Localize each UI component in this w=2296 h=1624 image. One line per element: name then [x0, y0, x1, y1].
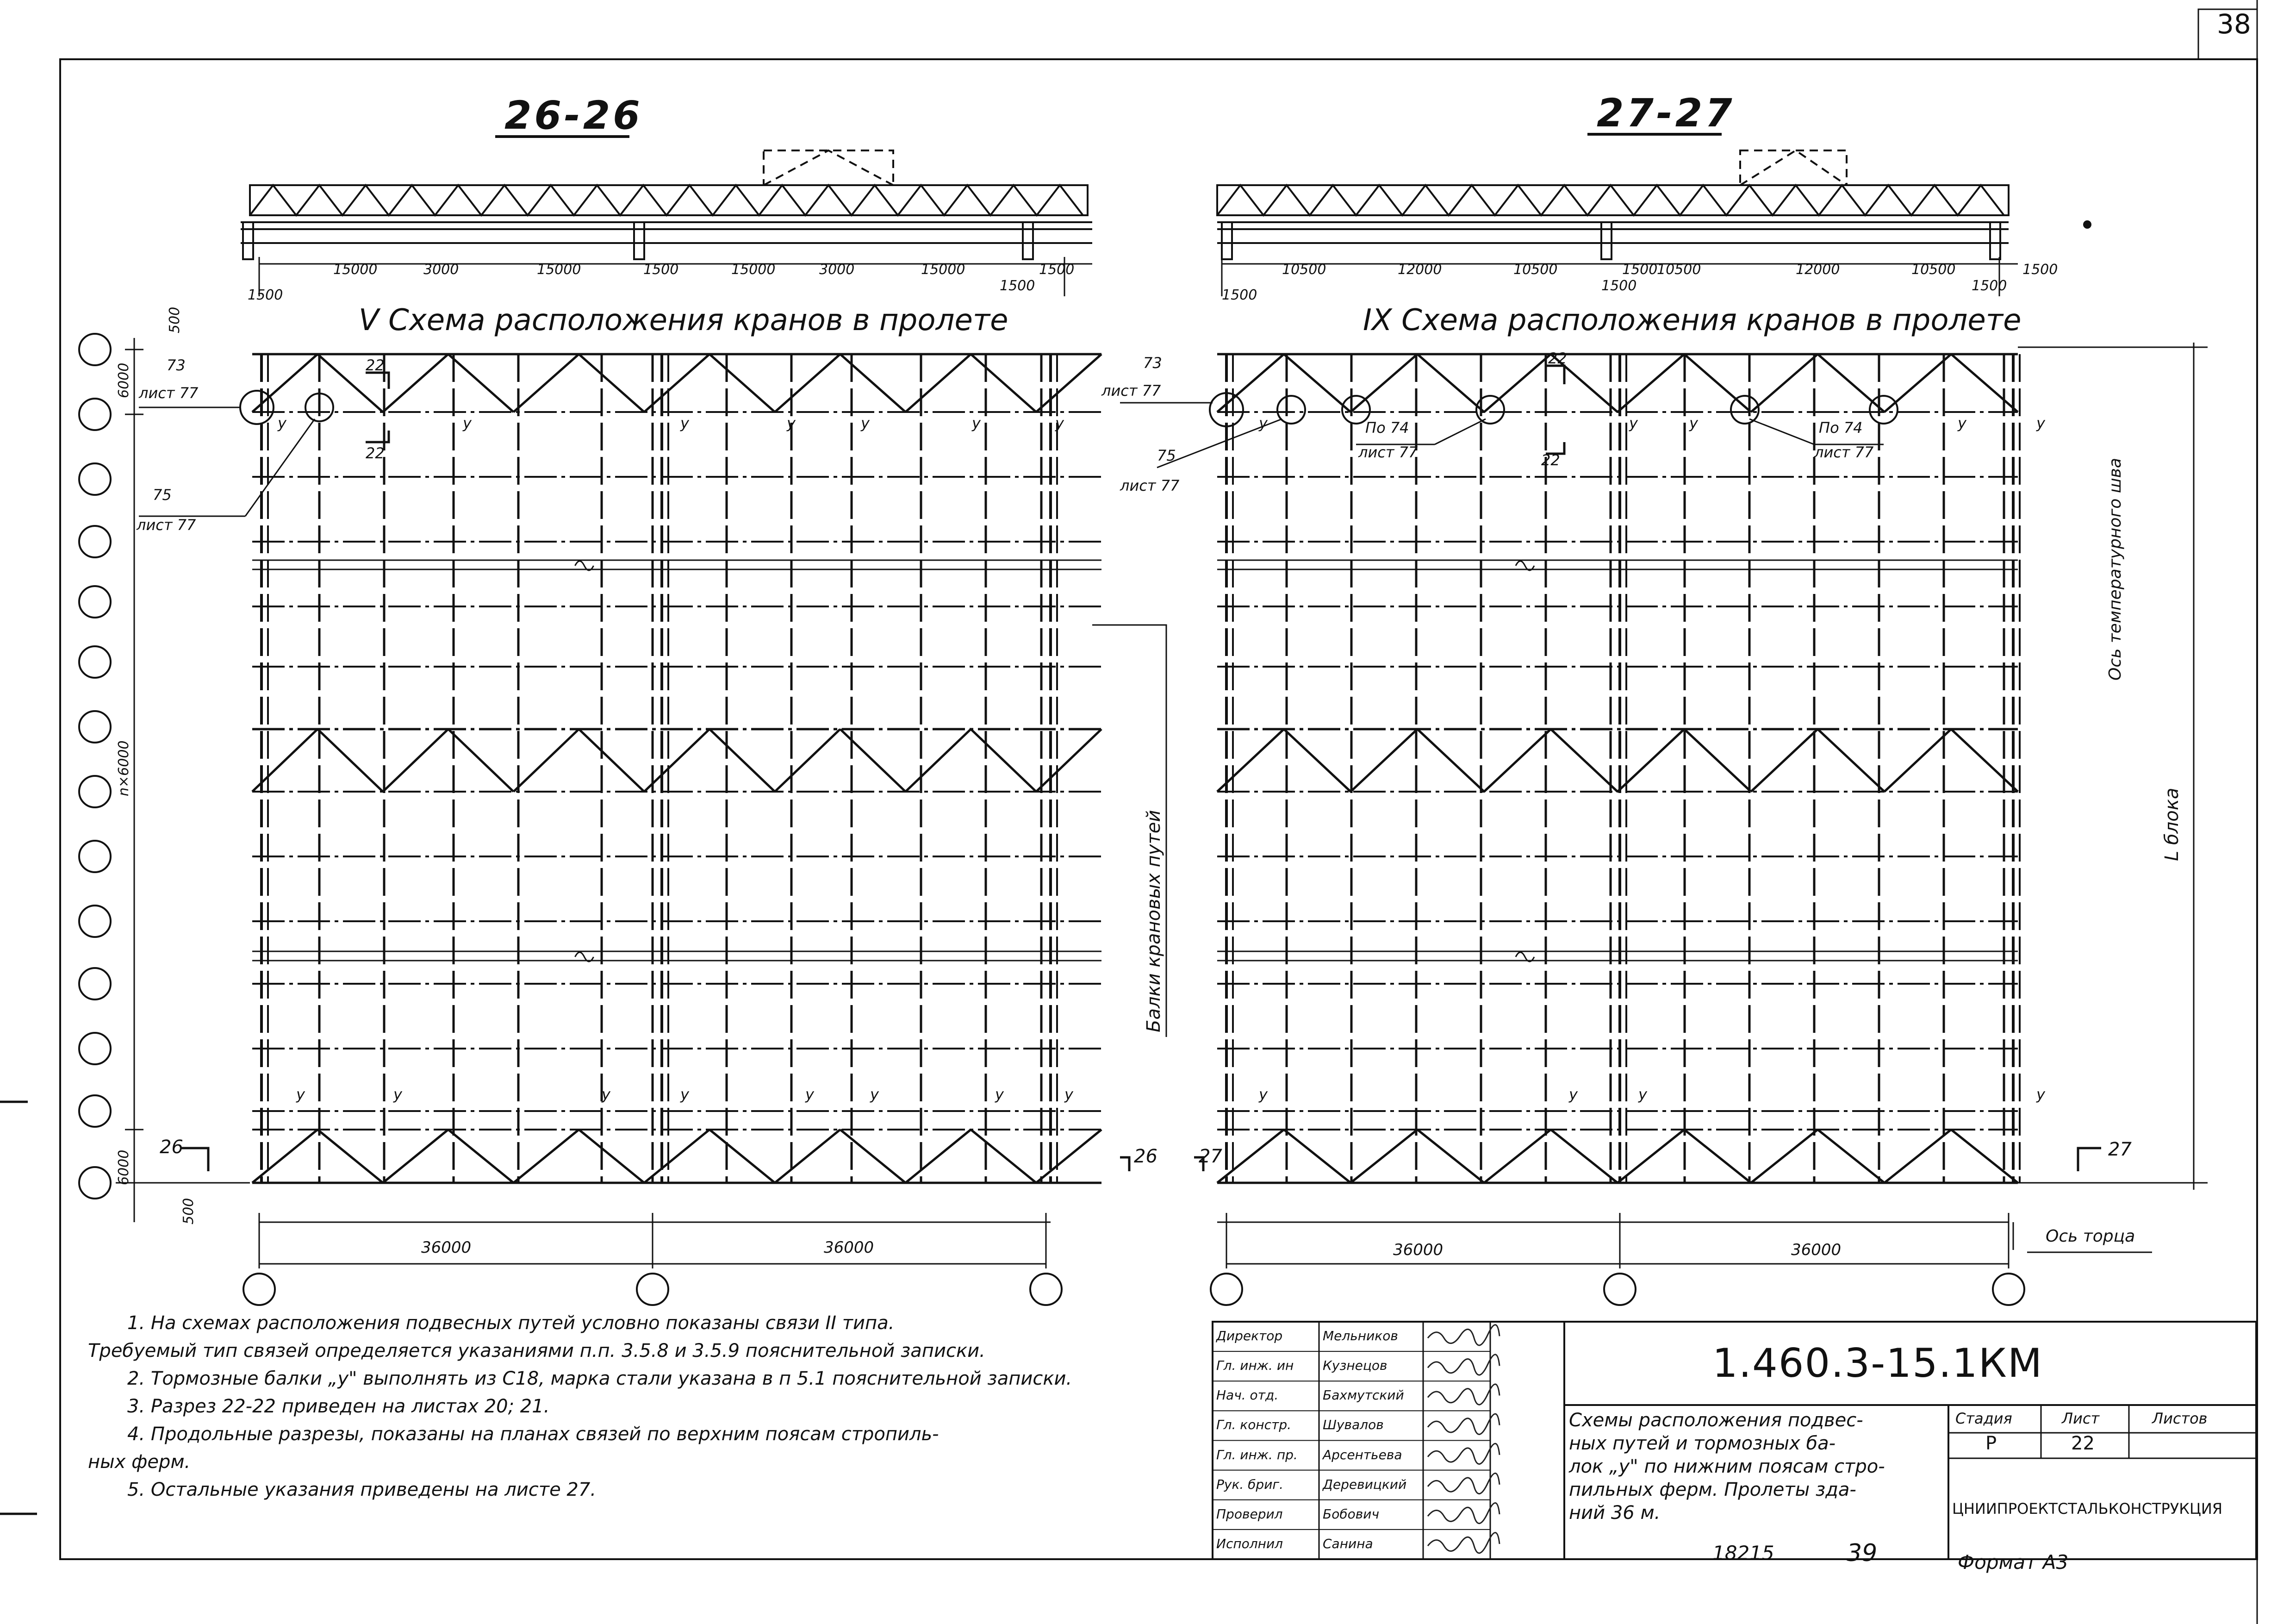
dim-500-bottom: 500 — [180, 1198, 197, 1224]
person-role: Проверил — [1216, 1506, 1283, 1522]
ref-75: 75 — [153, 486, 172, 504]
brake-beam-mark: у — [805, 1086, 814, 1103]
axis-bubble — [79, 1095, 111, 1127]
axis-bubble — [1211, 1274, 1242, 1305]
dim-label: 10500 — [1911, 262, 1956, 278]
brake-beam-mark: у — [1629, 414, 1638, 432]
cut-27-right: 27 — [2108, 1139, 2132, 1160]
axis-bubble — [79, 1033, 111, 1064]
axis-bubble — [79, 776, 111, 807]
signature-scribble — [1428, 1355, 1500, 1375]
description-line-3: лок „у" по нижним поясам стро- — [1569, 1456, 1885, 1477]
ref-74-b-sheet: лист 77 — [1814, 443, 1874, 461]
crane-plan-right — [1217, 354, 2020, 1183]
ref-74-a-sheet: лист 77 — [1358, 443, 1418, 461]
note-3: 3. Разрез 22-22 приведен на листах 20; 21. — [127, 1396, 550, 1417]
dim-label: 15000 — [537, 262, 581, 278]
brake-beam-mark: у — [787, 414, 796, 432]
dim-label: 1500 — [1039, 262, 1075, 278]
stage-value: Р — [1985, 1433, 1997, 1454]
dim-500-top: 500 — [167, 306, 183, 333]
crane-plan-left — [252, 354, 1101, 1183]
cut-22-bottom: 22 — [366, 444, 385, 462]
dim-label: 1500 — [643, 262, 679, 278]
brake-beam-mark: у — [1259, 1086, 1268, 1103]
axis-bubble — [1604, 1274, 1636, 1305]
person-name: Шувалов — [1323, 1417, 1384, 1433]
note-5: 5. Остальные указания приведены на листе 27. — [127, 1479, 597, 1500]
inventory-number: 18215 — [1712, 1542, 1774, 1564]
person-role: Нач. отд. — [1216, 1387, 1279, 1403]
person-name: Деревицкий — [1323, 1476, 1407, 1492]
axis-bubble — [79, 711, 111, 743]
signature-scribble — [1428, 1503, 1500, 1523]
format-label: Формат А3 — [1958, 1551, 2069, 1574]
brake-beam-mark: у — [1638, 1086, 1647, 1103]
stage-header: Стадия — [1955, 1410, 2012, 1427]
brake-beam-mark: у — [2036, 414, 2045, 432]
signature-scribble — [1428, 1533, 1500, 1553]
dim-label: 1500 — [1000, 278, 1035, 294]
cut-26-right: 26 — [1134, 1146, 1157, 1167]
description-line-2: ных путей и тормозных ба- — [1569, 1433, 1836, 1454]
span-dim-right-2: 36000 — [1791, 1241, 1842, 1259]
dim-label: 10500 — [1657, 262, 1701, 278]
person-role: Исполнил — [1216, 1536, 1283, 1551]
copy-number: 39 — [1847, 1539, 1878, 1567]
ref-73-right-sheet: лист 77 — [1101, 382, 1161, 400]
axis-bubble — [79, 399, 111, 430]
dim-n6000: n×6000 — [116, 740, 132, 796]
sheets-header: Листов — [2152, 1410, 2208, 1427]
brake-beam-mark: у — [1958, 414, 1966, 432]
axis-bubble — [79, 526, 111, 557]
dim-label: 10500 — [1513, 262, 1558, 278]
person-name: Бахмутский — [1323, 1387, 1404, 1403]
person-name: Бобович — [1323, 1506, 1379, 1522]
signature-scribble — [1428, 1325, 1500, 1345]
crane-beam-label: Балки крановых путей — [1143, 810, 1164, 1032]
brake-beam-mark: у — [602, 1086, 610, 1103]
axis-bubble — [79, 841, 111, 872]
brake-beam-mark: у — [463, 414, 472, 432]
ref-74-a: По 74 — [1365, 419, 1409, 437]
brake-beam-mark: у — [1055, 414, 1064, 432]
scheme-title-right: IX Схема расположения кранов в пролете — [1363, 303, 2022, 337]
span-dim-left-1: 36000 — [421, 1238, 472, 1257]
bracing-diagonals — [252, 729, 1101, 792]
description-line-4: пильных ферм. Пролеты зда- — [1569, 1479, 1856, 1500]
dim-6000-top: 6000 — [116, 362, 132, 398]
axis-bubble — [79, 646, 111, 678]
person-name: Мельников — [1323, 1328, 1398, 1343]
brake-beam-mark: у — [278, 414, 286, 432]
person-role: Гл. инж. ин — [1216, 1358, 1294, 1374]
brake-beam-mark: у — [680, 1086, 689, 1103]
ref-73: 73 — [167, 356, 186, 374]
person-role: Гл. инж. пр. — [1216, 1447, 1298, 1462]
brake-beam-mark: у — [1689, 414, 1698, 432]
dim-label: 12000 — [1398, 262, 1442, 278]
axis-bubble — [637, 1274, 668, 1305]
span-dim-left-2: 36000 — [824, 1238, 874, 1257]
ink-dot — [2083, 220, 2091, 229]
ref-75-right-sheet: лист 77 — [1120, 477, 1180, 494]
axis-bubble — [79, 334, 111, 365]
dim-label: 12000 — [1796, 262, 1840, 278]
note-4: 4. Продольные разрезы, показаны на планах связей по верхним поясам стропиль- — [127, 1424, 939, 1445]
dim-label: 1500 — [1222, 287, 1257, 303]
dim-label: 3000 — [819, 262, 855, 278]
dim-label: 1500 — [2022, 262, 2058, 278]
bracing-diagonals — [1217, 729, 2018, 792]
brake-beam-mark: у — [870, 1086, 879, 1103]
scheme-title-left: V Схема расположения кранов в пролете — [359, 303, 1008, 337]
bracing-diagonals — [252, 1130, 1101, 1183]
dim-label: 1500 — [1601, 278, 1637, 294]
axis-bubble — [1993, 1274, 2024, 1305]
sheet-value: 22 — [2071, 1433, 2095, 1454]
axis-bubble — [79, 586, 111, 618]
organization: ЦНИИПРОЕКТСТАЛЬКОНСТРУКЦИЯ — [1952, 1500, 2222, 1518]
ref-74-b: По 74 — [1819, 419, 1863, 437]
axis-bubble — [1030, 1274, 1062, 1305]
dim-label: 15000 — [731, 262, 776, 278]
note-1-cont: Требуемый тип связей определяется указаниями п.п. 3.5.8 и 3.5.9 пояснительной записки. — [88, 1340, 985, 1362]
cut-27-left: 27 — [1199, 1146, 1222, 1167]
sheet-header: Лист — [2062, 1410, 2100, 1427]
end-axis-label: Ось торца — [2046, 1227, 2135, 1246]
signature-scribble — [1428, 1443, 1500, 1464]
brake-beam-mark: у — [972, 414, 981, 432]
document-code: 1.460.3-15.1КМ — [1712, 1340, 2043, 1387]
signature-scribble — [1428, 1414, 1500, 1434]
description-line-5: ний 36 м. — [1569, 1502, 1661, 1524]
title-block-rows — [1213, 1351, 1490, 1530]
bracing-diagonals — [1217, 1130, 2018, 1183]
axis-bubble — [79, 463, 111, 495]
brake-beam-mark: у — [995, 1086, 1004, 1103]
person-role: Гл. констр. — [1216, 1417, 1292, 1433]
ref-73-right: 73 — [1143, 354, 1162, 372]
section-title-left: 26-26 — [504, 93, 643, 138]
note-1: 1. На схемах расположения подвесных путей условно показаны связи II типа. — [127, 1312, 895, 1334]
ref-75-right: 75 — [1157, 447, 1176, 464]
brake-beam-mark: у — [2036, 1086, 2045, 1103]
axis-bubble — [243, 1274, 275, 1305]
dim-label: 15000 — [333, 262, 378, 278]
ref-73-sheet: лист 77 — [139, 384, 199, 402]
person-name: Кузнецов — [1323, 1358, 1388, 1374]
brake-beam-mark: у — [296, 1086, 305, 1103]
axis-bubble — [79, 968, 111, 999]
brake-beam-mark: у — [1569, 1086, 1578, 1103]
brake-beam-mark: у — [861, 414, 870, 432]
cut-22-top: 22 — [366, 356, 385, 374]
brake-beam-mark: у — [1064, 1086, 1073, 1103]
brake-beam-mark: у — [393, 1086, 402, 1103]
brake-beam-mark: у — [1259, 414, 1268, 432]
temp-joint-axis-label: Ось температурного шва — [2106, 458, 2125, 681]
crane-elevation-right — [1217, 150, 2018, 296]
note-4-cont: ных ферм. — [88, 1451, 191, 1473]
signature-scribble — [1428, 1384, 1500, 1405]
span-dim-right-1: 36000 — [1393, 1241, 1444, 1259]
person-name: Санина — [1323, 1536, 1373, 1551]
axis-bubble — [79, 1167, 111, 1199]
corner-sheet-number: 38 — [2217, 8, 2251, 40]
dim-label: 3000 — [423, 262, 459, 278]
section-title-right: 27-27 — [1597, 90, 1735, 136]
brake-beam-mark: у — [680, 414, 689, 432]
person-role: Директор — [1216, 1328, 1283, 1343]
axis-bubble — [79, 906, 111, 937]
dim-label: 1500 — [248, 287, 283, 303]
signatures — [1428, 1325, 1500, 1553]
signature-scribble — [1428, 1473, 1500, 1493]
dim-label: 10500 — [1282, 262, 1326, 278]
block-length-label: L блока — [2161, 787, 2183, 861]
note-2: 2. Тормозные балки „у" выполнять из С18, марка стали указана в п 5.1 пояснительной записки. — [127, 1368, 1072, 1389]
description-line-1: Схемы расположения подвес- — [1569, 1410, 1863, 1431]
cut-26-left: 26 — [160, 1137, 183, 1158]
bracing-diagonals — [1217, 354, 2018, 412]
dim-label: 1500 — [1972, 278, 2007, 294]
ref-75-sheet: лист 77 — [137, 516, 196, 534]
person-role: Рук. бриг. — [1216, 1476, 1284, 1492]
sheet-frame — [60, 59, 2257, 1559]
person-name: Арсентьева — [1323, 1447, 1402, 1462]
cut-22-right-top: 22 — [1548, 350, 1567, 367]
dim-6000-bottom: 6000 — [116, 1149, 132, 1185]
dim-label: 15000 — [921, 262, 965, 278]
dim-label: 1500 — [1622, 262, 1658, 278]
cut-22-right-bottom: 22 — [1541, 451, 1560, 469]
